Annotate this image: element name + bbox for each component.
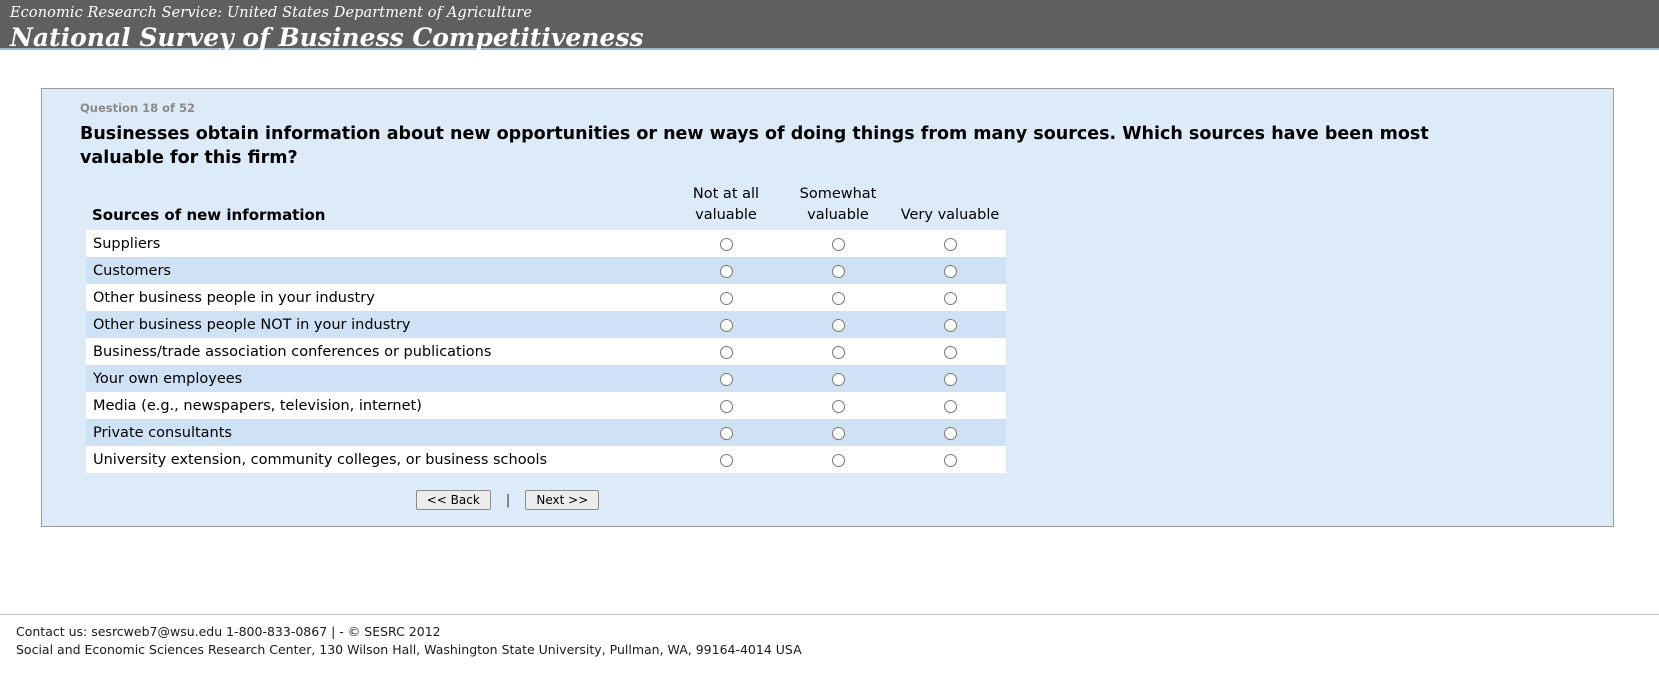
radio-somewhat-valuable[interactable] [832, 238, 845, 251]
radio-cell[interactable] [782, 338, 894, 365]
agency-name: Economic Research Service: United States Department of Agriculture [10, 5, 533, 21]
radio-cell[interactable] [894, 365, 1006, 392]
table-row [86, 365, 1006, 392]
radio-not-at-all-valuable[interactable] [720, 454, 733, 467]
radio-not-at-all-valuable[interactable] [720, 265, 733, 278]
radio-very-valuable[interactable] [944, 292, 957, 305]
radio-not-at-all-valuable[interactable] [720, 427, 733, 440]
table-row [86, 419, 1006, 446]
row-label: Media (e.g., newspapers, television, internet) [86, 392, 670, 419]
radio-not-at-all-valuable[interactable] [720, 346, 733, 359]
radio-cell[interactable] [670, 365, 782, 392]
radio-somewhat-valuable[interactable] [832, 454, 845, 467]
footer-address-line: Social and Economic Sciences Research Center, 130 Wilson Hall, Washington State University, Pullman, WA, 99164-4014 USA [16, 642, 802, 657]
row-label: Your own employees [86, 365, 670, 392]
radio-somewhat-valuable[interactable] [832, 292, 845, 305]
question-text: Businesses obtain information about new opportunities or new ways of doing things from many sources. Which sources have been most valuable for this firm? [80, 124, 1429, 168]
survey-panel-wrapper [0, 50, 1659, 527]
row-label: Suppliers [86, 230, 670, 257]
row-label: University extension, community colleges, or business schools [86, 446, 670, 473]
footer-contact-line: Contact us: sesrcweb7@wsu.edu 1-800-833-0867 | - © SESRC 2012 [16, 624, 441, 639]
radio-cell[interactable] [894, 284, 1006, 311]
radio-not-at-all-valuable[interactable] [720, 238, 733, 251]
radio-cell[interactable] [782, 230, 894, 257]
table-row [86, 338, 1006, 365]
grid-column-header-1: Somewhat valuable [799, 186, 877, 223]
table-row [86, 446, 1006, 473]
back-button[interactable]: << Back [416, 490, 491, 510]
radio-somewhat-valuable[interactable] [832, 427, 845, 440]
radio-very-valuable[interactable] [944, 427, 957, 440]
nav-separator: | [505, 493, 511, 508]
row-label: Private consultants [86, 419, 670, 446]
radio-very-valuable[interactable] [944, 400, 957, 413]
question-counter: Question 18 of 52 [80, 101, 196, 115]
radio-cell[interactable] [782, 392, 894, 419]
radio-somewhat-valuable[interactable] [832, 373, 845, 386]
radio-cell[interactable] [894, 419, 1006, 446]
page-title: National Survey of Business Competitiveness [10, 23, 644, 52]
table-row [86, 257, 1006, 284]
page-footer [0, 614, 1659, 682]
radio-cell[interactable] [670, 257, 782, 284]
row-label: Other business people NOT in your industry [86, 311, 670, 338]
radio-very-valuable[interactable] [944, 346, 957, 359]
radio-not-at-all-valuable[interactable] [720, 292, 733, 305]
radio-cell[interactable] [782, 257, 894, 284]
radio-cell[interactable] [894, 338, 1006, 365]
radio-very-valuable[interactable] [944, 454, 957, 467]
radio-cell[interactable] [782, 419, 894, 446]
radio-cell[interactable] [670, 392, 782, 419]
survey-panel [41, 88, 1614, 527]
radio-cell[interactable] [782, 311, 894, 338]
next-button[interactable]: Next >> [525, 490, 599, 510]
radio-cell[interactable] [894, 311, 1006, 338]
radio-cell[interactable] [782, 284, 894, 311]
radio-cell[interactable] [670, 311, 782, 338]
table-row [86, 311, 1006, 338]
radio-cell[interactable] [894, 257, 1006, 284]
grid-column-header-2: Very valuable [900, 207, 1000, 223]
grid-header-row [86, 184, 1006, 230]
radio-not-at-all-valuable[interactable] [720, 373, 733, 386]
radio-not-at-all-valuable[interactable] [720, 319, 733, 332]
radio-cell[interactable] [670, 419, 782, 446]
radio-not-at-all-valuable[interactable] [720, 400, 733, 413]
radio-cell[interactable] [782, 446, 894, 473]
grid-column-header-0: Not at all valuable [692, 186, 760, 223]
radio-somewhat-valuable[interactable] [832, 319, 845, 332]
radio-cell[interactable] [894, 446, 1006, 473]
table-row [86, 284, 1006, 311]
row-label: Customers [86, 257, 670, 284]
page-header [0, 0, 1659, 50]
grid-row-header-label: Sources of new information [92, 206, 326, 224]
radio-cell[interactable] [894, 392, 1006, 419]
radio-somewhat-valuable[interactable] [832, 346, 845, 359]
radio-somewhat-valuable[interactable] [832, 400, 845, 413]
radio-very-valuable[interactable] [944, 373, 957, 386]
row-label: Other business people in your industry [86, 284, 670, 311]
navigation-bar [60, 489, 1595, 510]
table-row [86, 392, 1006, 419]
radio-very-valuable[interactable] [944, 265, 957, 278]
radio-cell[interactable] [670, 446, 782, 473]
radio-very-valuable[interactable] [944, 319, 957, 332]
radio-very-valuable[interactable] [944, 238, 957, 251]
response-grid [86, 184, 1006, 473]
radio-cell[interactable] [782, 365, 894, 392]
row-label: Business/trade association conferences or publications [86, 338, 670, 365]
radio-cell[interactable] [894, 230, 1006, 257]
radio-somewhat-valuable[interactable] [832, 265, 845, 278]
radio-cell[interactable] [670, 284, 782, 311]
radio-cell[interactable] [670, 230, 782, 257]
radio-cell[interactable] [670, 338, 782, 365]
table-row [86, 230, 1006, 257]
